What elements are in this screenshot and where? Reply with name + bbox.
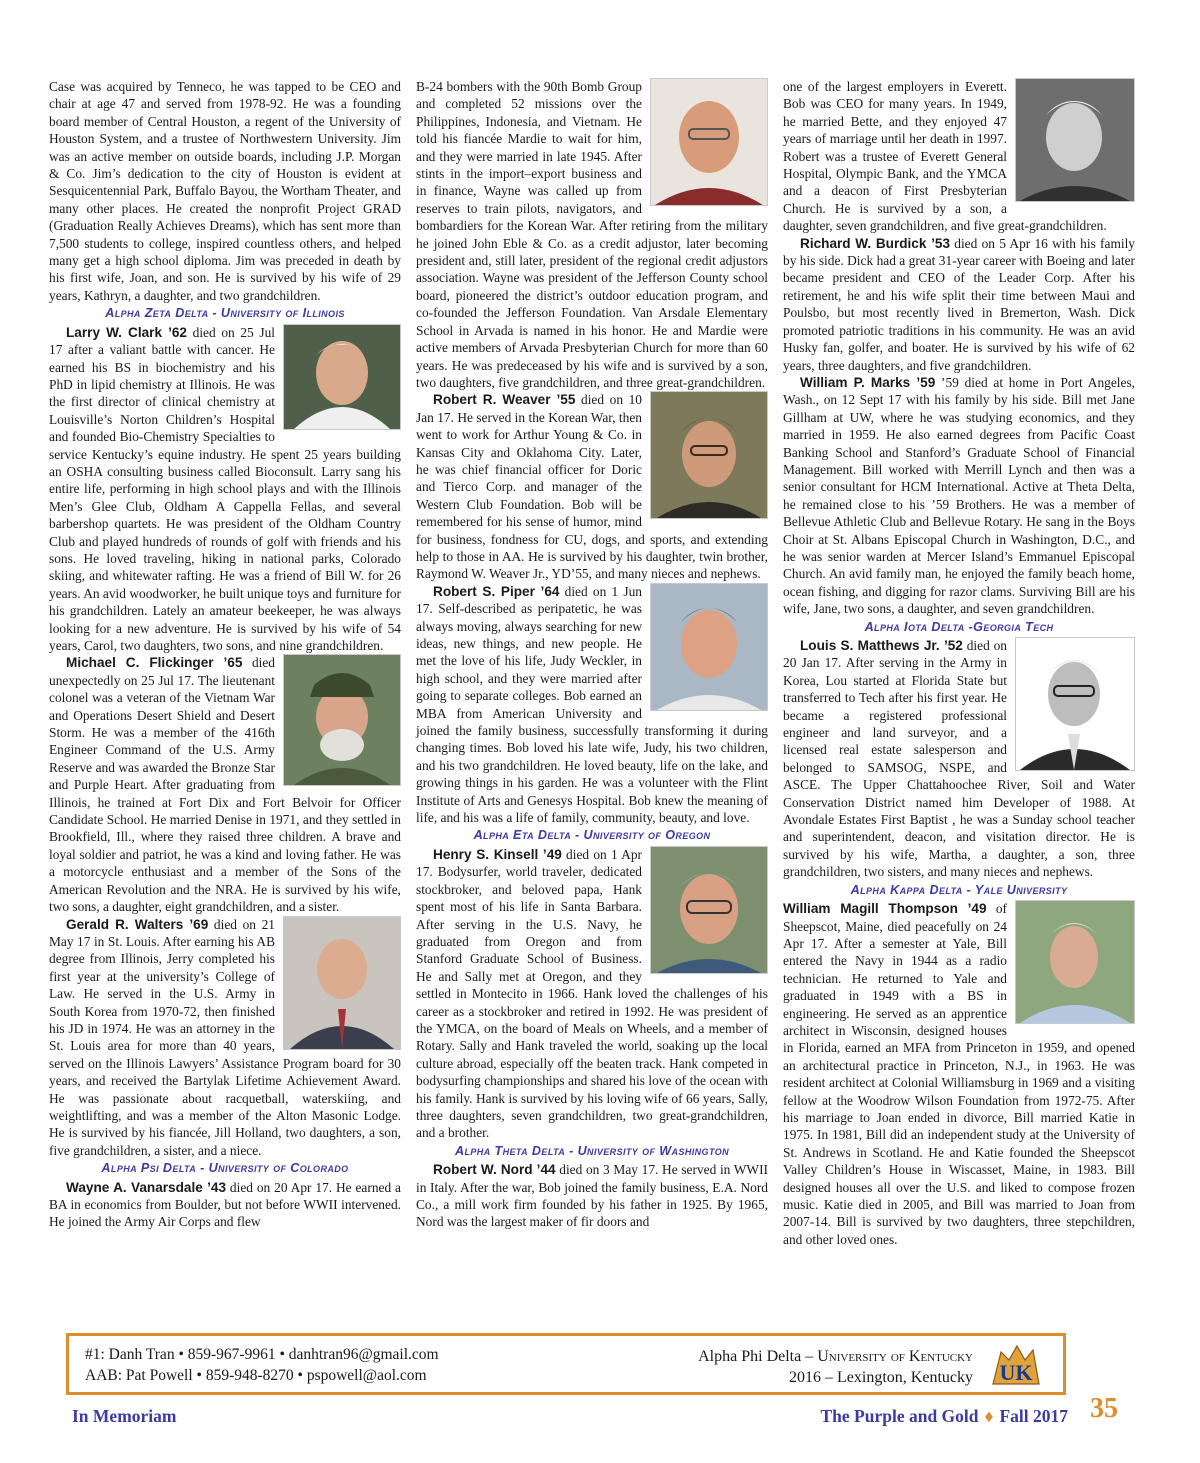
issue-label: Fall 2017 — [999, 1406, 1068, 1426]
portrait-icon — [1016, 901, 1134, 1023]
obituary-text: one of the largest employers in Everett. Bob was CEO for many years. In 1949, he married Bette, and they enjoyed 47 years of marriage until her death in 1997. Robert was a trustee of Everett General Hospital, Olympic Bank, and the YMCA and a deacon of First Presbyterian Church. He is survived by a son, a daughter, seven grandchildren, and five great-grandchildren. — [783, 79, 1107, 234]
obituary-matthews — [783, 637, 1135, 881]
portrait-icon — [284, 655, 400, 785]
portrait-icon — [651, 847, 767, 973]
portrait-icon — [284, 325, 400, 429]
obituary-text: B-24 bombers with the 90th Bomb Group and completed 52 missions over the Philippines, Indonesia, and Vietnam. He told his fiancée Mardie to wait for him, and they were married in late 1945. After stints in the import–export business and in finance, Wayne was called up from reserves to train pilots, navigators, and bombardiers for the Korean War. After retiring from the military he joined John Eble & Co. as a credit adjustor, later becoming president and, still later, president of the regional credit adjustors association. Wayne was president of the Jefferson County school board, pioneered the district’s outdoor education program, and co-founded the Jefferson Foundation. Van Arsdale Elementary School in Arvada is named in his honor. He and Mardie were active members of Arvada Presbyterian Church for more than 60 years. He was predeceased by his wife and is survived by a son, two daughters, five grandchildren, and three great-grandchildren. — [416, 79, 768, 390]
portrait-photo — [650, 583, 768, 711]
chapter-heading: Alpha Psi Delta - University of Colorado — [101, 1161, 349, 1176]
obituary-thompson — [783, 900, 1135, 1248]
decedent-name: Louis S. Matthews Jr. ’52 — [800, 638, 963, 653]
magazine-title — [820, 1406, 1068, 1427]
column-2 — [416, 78, 768, 1231]
portrait-photo — [283, 916, 401, 1050]
section-label: In Memoriam — [72, 1406, 177, 1426]
crest-icon: ♦ — [984, 1406, 994, 1426]
portrait-photo — [1015, 900, 1135, 1024]
contact-line-1: #1: Danh Tran • 859-967-9961 • danhtran96@gmail.com — [85, 1346, 439, 1363]
obituary-piper — [416, 583, 768, 827]
chapter-heading: Alpha Zeta Delta - University of Illinois — [105, 306, 345, 321]
obituary-walters — [49, 916, 401, 1160]
decedent-name: Wayne A. Vanarsdale ’43 — [66, 1179, 227, 1195]
page-number: 35 — [1090, 1393, 1118, 1424]
decedent-name: Larry W. Clark ’62 — [66, 324, 187, 340]
obituary-vanarsdale — [49, 1179, 401, 1231]
portrait-photo — [1015, 637, 1135, 771]
portrait-icon — [1016, 638, 1134, 770]
obituary-text: died on 10 Jan 17. He served in the Korean War, then went to work for Arthur Young & Co. in Kansas City and Oklahoma City. Later, he was chief financial officer for Doric and Tierco Corp. and manager of the Western Club Foundation. Bob will be remembered for his sense of humor, mind for business, fondness for CU, dogs, and sports, and extending help to those in AA. He is survived by his daughter, twin brother, Raymond W. Weaver Jr., YD’55, and many nieces and nephews. — [416, 392, 768, 582]
obituary-text: died unexpectedly on 25 Jul 17. The lieutenant colonel was a veteran of the Vietnam War and Operations Desert Shield and Desert Storm. He was a member of the 416th Engineer Command of the U.S. Army Reserve and was awarded the Bronze Star and Purple Heart. After graduating from Illinois, he trained at Fort Dix and Fort Belvoir for Officer Candidate School. He married Denise in 1971, and they settled in Brookfield, Ill., where they raised three children. A brave and loyal soldier and patriot, he was a kind and loving father. He was a motorcycle enthusiast and a member of the Sons of the American Revolution and the NRA. He is survived by his wife, two sons, a daughter, eight grandchildren, and a sister. — [49, 655, 401, 915]
decedent-name: Michael C. Flickinger ’65 — [66, 655, 243, 671]
obituary-kinsell — [416, 846, 768, 1142]
chapter-heading: Alpha Theta Delta - University of Washington — [455, 1143, 729, 1158]
chapter-name: Alpha Phi Delta – — [698, 1348, 818, 1365]
portrait-icon — [651, 584, 767, 710]
decedent-name: Gerald R. Walters ’69 — [66, 916, 209, 932]
obituary-text: ’59 died at home in Port Angeles, Wash., on 12 Sept 17 with his family by his side. Bill met Jane Gillham at UW, where he was studying economics, and they married in 1959. He also earned degrees from Pacific Coast Banking School and Stanford’s Graduate School of Financial Management. Bill worked with Merrill Lynch and then was a senior consultant for HCM International. Active at Theta Delta, he remained close to his ’59 Brothers. He was a member of Bellevue Athletic Club and Bellevue Rotary. He sang in the Boys Choir at St. Albans Episcopal Church in Washington, D.C., and he was senior warden at Mercer Island’s Emmanuel Episcopal Church. An avid family man, he enjoyed the family beach home, ocean fishing, and digging for razor clams. Surviving Bill are his wife, Jane, two sons, a daughter, and seven grandchildren. — [783, 374, 1135, 617]
university-name: University of Kentucky — [817, 1348, 973, 1365]
obituary-text: died on 20 Jan 17. After serving in the Army in Korea, Lou started at Florida State but transferred to Tech after his first year. He became a registered professional engineer and land surveyor, and a licensed real estate salesperson and belonged to SAMSOG, NSPE, and ASCE. The Upper Chattahoochee River, Soil and Water Conservation District named him Developer of 1988. At Avondale Estates First Baptist , he was a Sunday school teacher and superintendent, deacon, and visitation director. He is survived by his wife, Martha, a daughter, a son, three grandchildren, two sisters, and many nieces and nephews. — [783, 638, 1135, 880]
obituary-clark — [49, 324, 401, 655]
portrait-photo — [650, 391, 768, 519]
decedent-name: Robert S. Piper ’64 — [433, 583, 560, 599]
obituary-weaver — [416, 391, 768, 582]
chapter-founded: 2016 – Lexington, Kentucky — [789, 1369, 973, 1386]
magazine-name: The Purple and Gold — [820, 1406, 979, 1426]
chapter-heading: Alpha Iota Delta -Georgia Tech — [864, 619, 1054, 634]
chapter-heading: Alpha Kappa Delta - Yale University — [850, 882, 1068, 897]
kentucky-wildcat-logo-icon — [987, 1340, 1045, 1390]
portrait-photo — [283, 654, 401, 786]
decedent-name: Richard W. Burdick ’53 — [800, 235, 951, 251]
obituary-marks — [783, 374, 1135, 618]
portrait-photo — [283, 324, 401, 430]
portrait-photo — [650, 78, 768, 206]
chapter-heading: Alpha Eta Delta - University of Oregon — [473, 828, 711, 843]
contact-info — [85, 1344, 439, 1386]
portrait-photo — [1015, 78, 1135, 202]
contact-line-2: AAB: Pat Powell • 859-948-8270 • pspowell@aol.com — [85, 1367, 427, 1384]
decedent-name: William P. Marks ’59 — [800, 374, 936, 390]
decedent-name: Robert W. Nord ’44 — [433, 1162, 556, 1178]
obituary-text: of Sheepscot, Maine, died peacefully on 24 Apr 17. After a semester at Yale, Bill entered the Navy in 1944 as a radio technician. He returned to Yale and graduated in 1949 with a BS in engineering. He served as an apprentice architect in Wisconsin, designed houses in Florida, earned an MFA from Princeton in 1959, and opened an architectural practice in Princeton, N.J., in 1963. He was resident architect at Colonial Williamsburg in 1969 and a visiting fellow at the Woodrow Wilson Foundation from 1972-75. After his marriage to Joan ended in divorce, Bill married Katie in 1975. In 1981, Bill did an independent study at the University of St. Andrews in Scotland. He and Katie founded the Sheepscot Valley Children’s House in Wiscasset, Maine, in 1983. Bill designed houses all over the U.S. and liked to compose frozen music. Katie died in 2005, and Bill was married to Joan from 2007-14. Bill is survived by two daughters, three stepchildren, and other loved ones. — [783, 901, 1135, 1247]
decedent-name: William Magill Thompson ’49 — [783, 901, 987, 917]
column-3 — [783, 78, 1135, 1248]
decedent-name: Robert R. Weaver ’55 — [433, 392, 576, 408]
obituary-text: died on 25 Jul 17 after a valiant battle with cancer. He earned his BS in biochemistry and his PhD in lipid chemistry at Illinois. He was the first director of clinical chemistry at Louisville’s Norton Children’s Hospital and founded Bio-Chemistry Specialties to service Kentucky’s equine industry. He spent 25 years building an OSHA consulting business called Bioconsult. Larry sang his entire life, performing in high school plays and with the Illinois Men’s Glee Club, Oldham A Cappella Fellas, and several barbershop quartets. He was president of the Oldham Country Club and played hundreds of rounds of golf with friends and his sons. He loved traveling, hiking in national parks, Colorado skiing, and whitewater rafting. He was a friend of Bill W. for 26 years. An avid woodworker, he built unique toys and furniture for his grandchildren. Lately an amateur beekeeper, he was always looking for a new adventure. He is survived by his wife of 54 years, Carol, two daughters, two sons, and nine grandchildren. — [49, 324, 402, 653]
portrait-photo — [650, 846, 768, 974]
obituary-flickinger — [49, 654, 401, 915]
obituary-burdick — [783, 235, 1135, 374]
column-1 — [49, 78, 401, 1231]
chapter-info — [698, 1346, 973, 1388]
obituary-text: died on 1 Apr 17. Bodysurfer, world traveler, dedicated stockbroker, and beloved papa, Hank spent most of his life in Santa Barbara. After serving in the U.S. Navy, he graduated from Oregon and from Stanford Graduate School of Business. He and Sally met at Oregon, and they settled in Montecito in 1966. Hank loved the challenges of his career as a stockbroker and retired in 1992. He was president of the YMCA, on the board of Meals on Wheels, and a member of Rotary. Sally and Hank traveled the world, soaking up the local culture abroad, especially off the beaten track. Hank competed in bodysurfing championships and shared his love of the ocean with his family. Hank is survived by his loving wife of 66 years, Sally, three daughters, seven grandchildren, two great-grandchildren, and a brother. — [416, 846, 768, 1141]
portrait-icon — [1016, 79, 1134, 201]
obituary-text: died on 21 May 17 in St. Louis. After earning his AB degree from Illinois, Jerry completed his first year at the university’s College of Law. He served in the U.S. Army in South Korea from 1970-72, then finished his JD in 1974. He was an attorney in the St. Louis area for more than 40 years, served on the Illinois Lawyers’ Assistance Program board for 30 years, and received the Bartylak Lifetime Achievement Award. He was passionate about racquetball, waterskiing, and weightlifting, and was a member of the Alton Masonic Lodge. He is survived by his fiancée, Jill Holland, two daughters, a son, five grandchildren, a sister, and a niece. — [49, 916, 401, 1158]
obituary-nord-cont — [783, 78, 1135, 235]
portrait-icon — [651, 392, 767, 518]
obituary-nord — [416, 1161, 768, 1231]
obit-continued: Case was acquired by Tenneco, he was tapped to be CEO and chair at age 47 and served from 1978-92. He was a founding board member of Central Houston, a regent of the University of Houston System, and a trustee of Northwestern University. Jim was an active member on outside boards, including J.P. Morgan & Co. Jim’s dedication to the city of Houston is evident at Sesquicentennial Park, Buffalo Bayou, the Wortham Theater, and many other places. He created the nonprofit Project GRAD (Graduation Really Achieves Dreams), which has sent more than 7,500 students to college, inspired countless others, and helped many get a high school diploma. Jim was preceded in death by his first wife, Joan, and son. He is survived by his wife of 29 years, Kathryn, a daughter, and two grandchildren. — [49, 79, 401, 303]
portrait-icon — [284, 917, 400, 1049]
svg-text:UK: UK — [999, 1360, 1033, 1385]
chapter-contact-box — [66, 1333, 1066, 1395]
obituary-text: died on 5 Apr 16 with his family by his side. Dick had a great 31-year career with Boeing and later became president and CEO of the Leader Corp. After his retirement, he and his wife split their time between Maui and Poulsbo, but most recently lived in Bremerton, Wash. Dick promoted patriotic traditions in his community. He was an avid Husky fan, golfer, and boater. He is survived by his wife of 62 years, three daughters, and five grandchildren. — [783, 235, 1135, 373]
obituary-text: died on 3 May 17. He served in WWII in Italy. After the war, Bob joined the family business, E.A. Nord Co., a mill work firm founded by his father in 1925. By 1965, Nord was the largest maker of fir doors and — [416, 1162, 768, 1230]
obituary-text: died on 20 Apr 17. He earned a BA in economics from Boulder, but not before WWII intervened. He joined the Army Air Corps and flew — [49, 1179, 401, 1230]
obituary-vanarsdale-cont — [416, 78, 768, 391]
decedent-name: Henry S. Kinsell ’49 — [433, 846, 562, 862]
portrait-icon — [651, 79, 767, 205]
obituary-text: died on 1 Jun 17. Self-described as peripatetic, he was always moving, always searching for new ideas, new things, and new people. He met the love of his life, Judy Weckler, in high school, and they were married after going to separate colleges. Bob earned an MBA from American University and joined the family business, successfully transforming it during changing times. Bob loved his late wife, Judy, his two children, and his two grandchildren. He loved beauty, life on the lake, and growing things in his garden. He was a volunteer with the Flint Institute of Arts and Genesys Hospital. Bob knew the meaning of life, and his was a life of family, community, beauty, and love. — [416, 583, 768, 826]
